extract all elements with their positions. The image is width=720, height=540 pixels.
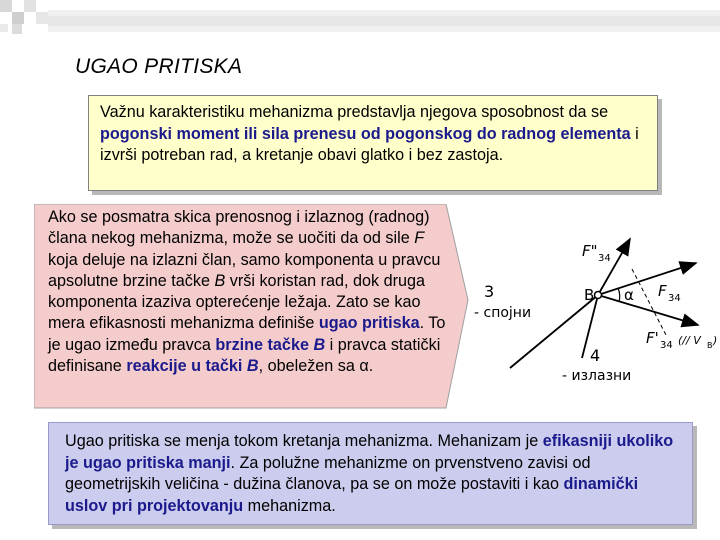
reaction-term: reakcije u tački — [126, 357, 243, 376]
conclusion-part-3: mehanizma. — [247, 496, 336, 515]
intro-box — [88, 95, 658, 191]
explanation-part-4: . To je ugao između pravca — [48, 314, 446, 354]
point-b-symbol: B — [214, 271, 226, 290]
label-b: B — [584, 286, 595, 304]
explanation-part-6: , obeležen sa — [258, 357, 355, 376]
label-f34: F — [658, 282, 667, 300]
label-3-sub: - спојни — [474, 305, 532, 321]
efficiency-highlight: efikasniji ukoliko je ugao pritiska manji — [65, 432, 674, 472]
slide-title: UGAO PRITISKA — [75, 55, 243, 78]
explanation-text — [48, 207, 458, 377]
label-f34-double-prime-sub: 34 — [598, 253, 611, 264]
label-f34-double-prime: F" — [582, 242, 598, 260]
label-f34-prime-sub: 34 — [660, 340, 673, 351]
explanation-part-3: vrši koristan rad, dok druga komponenta izaziva opterećenje ležaja. Zato se kao mera efikasnosti mehanizma definiše — [48, 271, 426, 333]
conclusion-box — [48, 422, 693, 525]
force-f34-prime-arrow — [598, 295, 698, 325]
pressure-angle-diagram — [470, 218, 720, 393]
velocity-point-symbol: B — [313, 335, 326, 354]
explanation-part-5: i pravca statički definisane — [48, 335, 441, 376]
intro-text-1: Važnu karakteristiku mehanizma predstavlja njegova sposobnost da se — [100, 103, 609, 121]
alpha-arc — [618, 288, 620, 302]
explanation-part-2: koja deluje na izlazni član, samo komponenta u pravcu apsolutne brzine tačke — [48, 250, 441, 290]
label-f34-prime: F' — [646, 329, 659, 347]
velocity-term: brzine tačke — [215, 335, 309, 354]
force-symbol: F — [414, 229, 425, 248]
conclusion-part-1: Ugao pritiska se menja tokom kretanja mehanizma. Mehanizam je — [65, 432, 539, 450]
label-alpha: α — [624, 286, 634, 304]
decorative-squares — [0, 0, 720, 40]
label-f34-sub: 34 — [668, 293, 681, 304]
explanation-part-7: . — [368, 357, 374, 376]
pressure-angle-term: ugao pritiska — [318, 314, 420, 333]
label-vb-note: (// V — [678, 334, 701, 347]
reaction-point-symbol: B — [246, 357, 259, 376]
alpha-symbol: α — [359, 357, 369, 376]
label-4-sub: - излазни — [562, 368, 632, 384]
intro-text-2: i izvrši potreban rad, a kretanje obavi glatko i bez zastoja. — [100, 124, 639, 164]
point-b-joint — [595, 292, 602, 299]
conclusion-part-2: . Za polužne mehanizme on prvenstveno zavisi od geometrijskih veličina - dužina članova, pa se on može postaviti i kao — [65, 453, 591, 493]
intro-highlight: pogonski moment ili sila prenesu od pogonskog do radnog elementa — [100, 124, 631, 143]
design-condition-highlight: dinamički uslov pri projektovanju — [65, 475, 639, 515]
label-3: 3 — [484, 282, 495, 301]
explanation-part-1: Ako se posmatra skica prenosnog i izlaznog (radnog) člana nekog mehanizma, može se uočiti da od sile — [48, 208, 430, 248]
label-vb-note-sub: B — [707, 341, 713, 350]
label-vb-note-end: ) — [713, 334, 718, 347]
label-4: 4 — [590, 346, 601, 365]
explanation-arrow-box — [34, 204, 474, 412]
